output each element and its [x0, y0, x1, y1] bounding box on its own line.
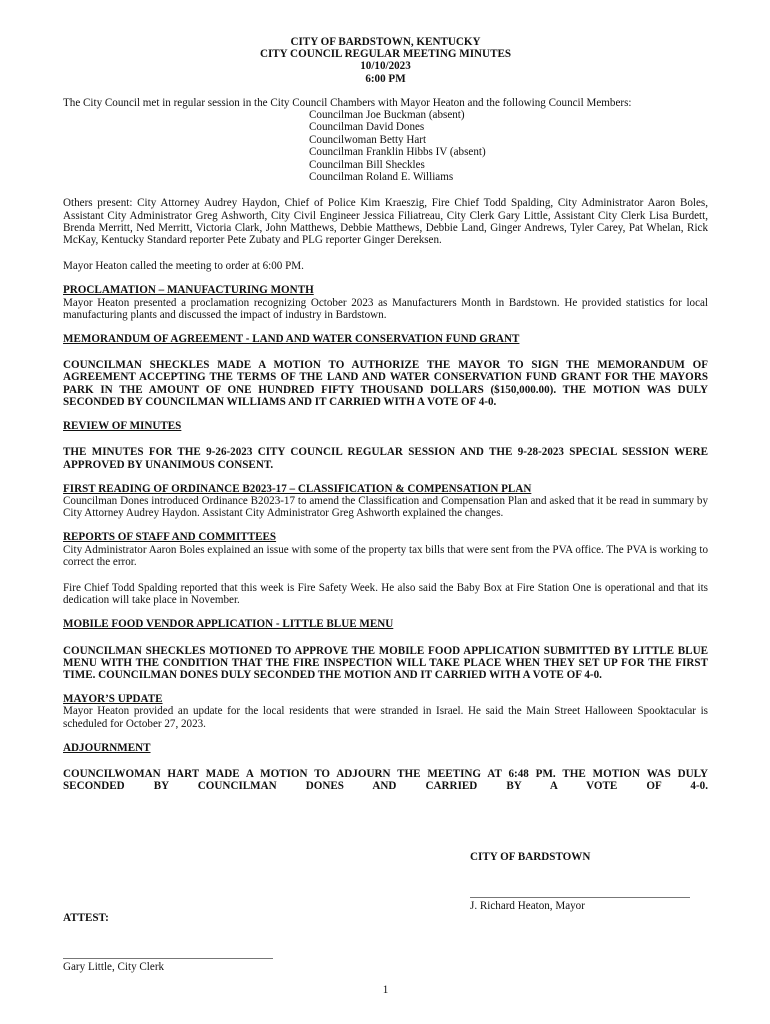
header-time: 6:00 PM	[365, 72, 406, 85]
document-header	[63, 36, 708, 85]
member-item: Councilman Joe Buckman (absent)	[309, 109, 465, 122]
page-number: 1	[382, 984, 389, 996]
member-item: Councilwoman Betty Hart	[309, 133, 427, 146]
others-present-paragraph: Others present: City Attorney Audrey Haydon, Chief of Police Kim Kraeszig, Fire Chief Todd Spalding, City Administrator Aaron Boles, Assistant City Administrator Greg Ashworth, City Civil Engineer Jessica Filiatreau, City Clerk Gary Little, Assistant City Clerk Lisa Burdett, Brenda Merritt, Ned Merritt, Victoria Clark, John Matthews, Debbie Matthews, Debbie Land, Ginger Andrews, Tyler Carey, Pat Whelan, Rick McKay, Kentucky Standard reporter Pete Zubaty and PLG reporter Ginger Dereksen.	[63, 197, 708, 247]
reports-text-fire-chief: Fire Chief Todd Spalding reported that this week is Fire Safety Week. He also said the Baby Box at Fire Station One is operational and that its dedication will take place in November.	[63, 581, 708, 607]
reports-text-administrator: City Administrator Aaron Boles explained an issue with some of the property tax bills that were sent from the PVA office. The PVA is working to correct the error.	[63, 543, 708, 568]
clerk-signature-line	[63, 958, 273, 959]
member-list	[309, 109, 708, 183]
mayor-update-heading: MAYOR’S UPDATE	[63, 693, 163, 706]
ordinance-text: Councilman Dones introduced Ordinance B2023-17 to amend the Classification and Compensation Plan and asked that it be read in summary by City Attorney Audrey Haydon. Assistant City Administrator Greg Ashworth explained the changes.	[63, 494, 708, 520]
attest-label: ATTEST:	[63, 912, 109, 924]
clerk-name: Gary Little, City Clerk	[63, 961, 165, 973]
signature-city-name: CITY OF BARDSTOWN	[470, 851, 591, 863]
member-item: Councilman Roland E. Williams	[309, 171, 454, 184]
memorandum-motion: COUNCILMAN SHECKLES MADE A MOTION TO AUTHORIZE THE MAYOR TO SIGN THE MEMORANDUM OF AGREEMENT ACCEPTING THE TERMS OF THE LAND AND WATER CONSERVATION FUND GRANT FOR THE MAYORS PARK IN THE AMOUNT OF ONE HUNDRED FIFTY THOUSAND DOLLARS ($150,000.00). THE MOTION WAS DULY SECONDED BY COUNCILMAN WILLIAMS AND IT CARRIED WITH A VOTE OF 4-0.	[63, 359, 708, 408]
adjournment-heading: ADJOURNMENT	[63, 741, 151, 754]
mayor-name: J. Richard Heaton, Mayor	[470, 900, 585, 912]
signature-block-mayor	[470, 897, 690, 912]
review-motion: THE MINUTES FOR THE 9-26-2023 CITY COUNCIL REGULAR SESSION AND THE 9-28-2023 SPECIAL SESSION WERE APPROVED BY UNANIMOUS CONSENT.	[63, 446, 708, 471]
document-page	[63, 36, 708, 996]
signature-block-city	[470, 851, 690, 863]
review-heading: REVIEW OF MINUTES	[63, 420, 182, 433]
mayor-update-text: Mayor Heaton provided an update for the local residents that were stranded in Israel. He said the Main Street Halloween Spooktacular is scheduled for October 27, 2023.	[63, 705, 708, 730]
intro-paragraph: The City Council met in regular session in the City Council Chambers with Mayor Heaton and the following Council Members:	[63, 96, 632, 109]
header-city: CITY OF BARDSTOWN, KENTUCKY	[290, 36, 481, 48]
proclamation-heading: PROCLAMATION – MANUFACTURING MONTH	[63, 284, 314, 297]
member-item: Councilman Franklin Hibbs IV (absent)	[309, 146, 486, 159]
reports-heading: REPORTS OF STAFF AND COMMITTEES	[63, 531, 277, 544]
food-vendor-motion: COUNCILMAN SHECKLES MOTIONED TO APPROVE THE MOBILE FOOD APPLICATION SUBMITTED BY LITTLE BLUE MENU WITH THE CONDITION THAT THE FIRE INSPECTION WILL TAKE PLACE WHEN THEY SET UP FOR THE FIRST TIME. COUNCILMAN DONES DULY SECONDED THE MOTION AND IT CARRIED WITH A VOTE OF 4-0.	[63, 644, 708, 681]
header-date: 10/10/2023	[360, 60, 411, 73]
proclamation-text: Mayor Heaton presented a proclamation recognizing October 2023 as Manufacturers Month in Bardstown. He provided statistics for local manufacturing plants and discussed the impact of industry in Bardstown.	[63, 296, 708, 321]
header-meeting-type: CITY COUNCIL REGULAR MEETING MINUTES	[259, 48, 512, 61]
member-item: Councilman David Dones	[309, 121, 425, 134]
ordinance-heading: FIRST READING OF ORDINANCE B2023-17 – CLASSIFICATION & COMPENSATION PLAN	[63, 482, 532, 495]
food-vendor-heading: MOBILE FOOD VENDOR APPLICATION - LITTLE BLUE MENU	[63, 618, 394, 631]
memorandum-heading: MEMORANDUM OF AGREEMENT - LAND AND WATER CONSERVATION FUND GRANT	[63, 333, 520, 346]
member-item: Councilman Bill Sheckles	[309, 158, 425, 171]
call-to-order: Mayor Heaton called the meeting to order at 6:00 PM.	[63, 260, 304, 273]
adjournment-motion: COUNCILWOMAN HART MADE A MOTION TO ADJOURN THE MEETING AT 6:48 PM. THE MOTION WAS DULY SECONDED BY COUNCILMAN DONES AND CARRIED BY A VOTE OF 4-0.	[63, 767, 708, 793]
